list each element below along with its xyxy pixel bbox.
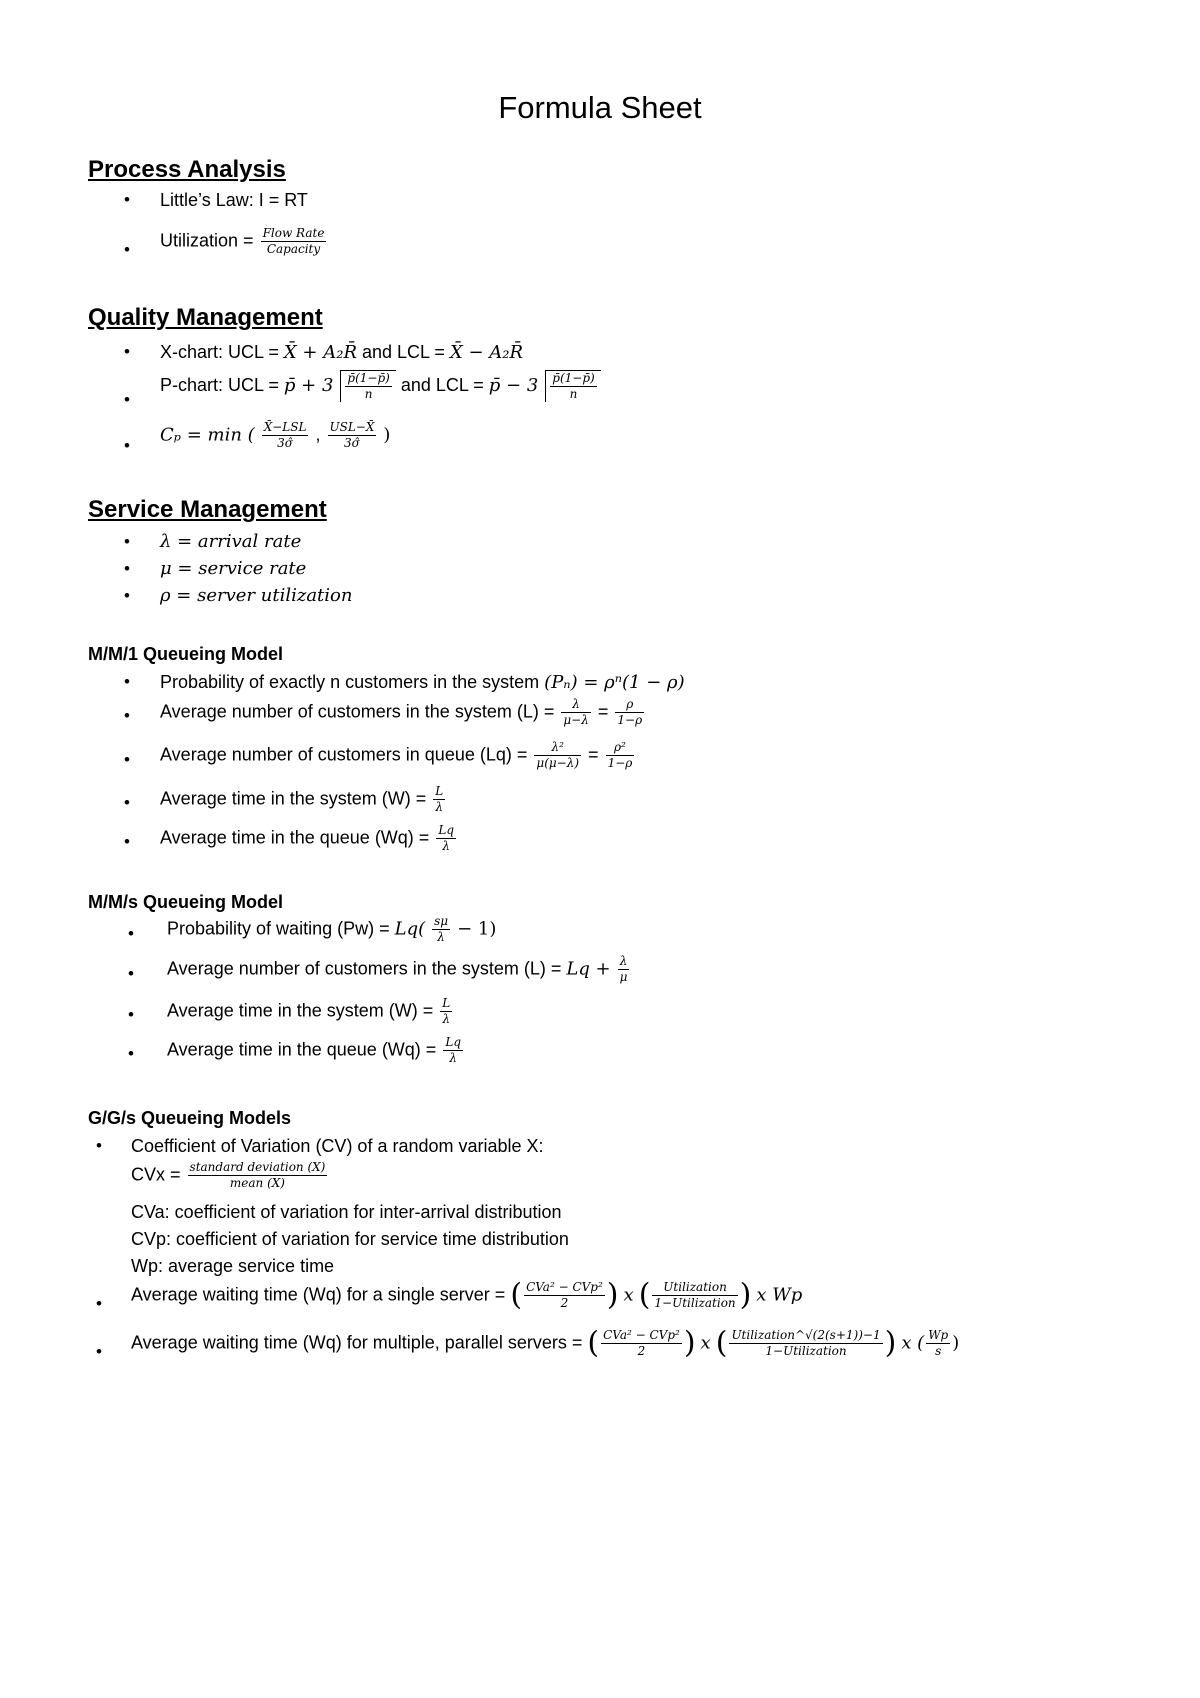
fraction-denominator: n xyxy=(569,387,578,401)
p-chart-label: P-chart: UCL = xyxy=(160,374,279,395)
fraction xyxy=(436,823,456,854)
fraction-numerator: X̄−LSL xyxy=(263,420,307,434)
single-server-tail: x Wp xyxy=(756,1284,803,1306)
bullet: • xyxy=(96,1294,102,1313)
mm1-lq-label: Average number of customers in queue (Lq) = xyxy=(160,744,528,765)
server-utilization: ρ = server utilization xyxy=(160,585,353,606)
fraction xyxy=(443,1035,463,1066)
mms-pw-label: Probability of waiting (Pw) = xyxy=(167,918,390,939)
mms-l-lead: Lq + xyxy=(566,958,611,980)
fraction-numerator: Lq xyxy=(438,823,454,837)
left-paren: ( xyxy=(715,1325,728,1361)
fraction-numerator: CVa² − CVp² xyxy=(603,1328,680,1342)
fraction-denominator: μ(μ−λ) xyxy=(536,756,580,770)
right-paren: ) xyxy=(884,1325,897,1361)
p-chart-formula xyxy=(160,370,601,402)
x-chart-lcl: X̄ − A₂R̄ xyxy=(449,342,524,363)
fraction-denominator: 3σ̂ xyxy=(277,436,293,450)
fraction-denominator: λ xyxy=(437,930,445,944)
left-paren: ( xyxy=(510,1277,523,1313)
bullet: • xyxy=(96,1342,102,1361)
mms-pw-lead: Lq( xyxy=(394,918,426,940)
littles-law: Little’s Law: I = RT xyxy=(160,190,308,210)
right-paren: ) xyxy=(606,1277,619,1313)
bullet: • xyxy=(124,559,130,578)
bullet: • xyxy=(128,1044,134,1063)
cp-fraction-lsl xyxy=(262,420,309,451)
times-x: x xyxy=(700,1332,711,1354)
fraction-numerator: CVa² − CVp² xyxy=(526,1280,603,1294)
fraction xyxy=(534,740,581,771)
mms-pw-formula xyxy=(167,914,496,945)
fraction xyxy=(618,954,630,985)
process-analysis-heading: Process Analysis xyxy=(88,156,286,183)
multi-server-label: Average waiting time (Wq) for multiple, parallel servers = xyxy=(131,1332,583,1353)
left-paren: ( xyxy=(638,1277,651,1313)
mms-pw-tail: − 1) xyxy=(457,918,497,940)
fraction-numerator: L xyxy=(435,784,444,798)
mm1-heading: M/M/1 Queueing Model xyxy=(88,644,284,664)
fraction xyxy=(652,1280,737,1311)
mm1-wq-formula xyxy=(160,823,458,854)
mms-heading: M/M/s Queueing Model xyxy=(88,892,284,912)
fraction xyxy=(926,1328,950,1359)
mm1-probability xyxy=(160,670,685,695)
fraction-numerator: λ² xyxy=(534,740,581,756)
mm1-lq-formula xyxy=(160,740,636,771)
fraction xyxy=(432,914,450,945)
bullet: • xyxy=(124,750,130,769)
fraction xyxy=(524,1280,605,1311)
sqrt-sign xyxy=(545,370,600,402)
mms-w-label: Average time in the system (W) = xyxy=(167,1000,434,1021)
left-paren: ( xyxy=(587,1325,600,1361)
fraction-denominator: 3σ̂ xyxy=(344,436,360,450)
equals-sign: = xyxy=(588,744,599,765)
mms-w-formula xyxy=(167,996,454,1027)
bullet: • xyxy=(124,793,130,812)
multi-server-times: x ( xyxy=(901,1332,925,1354)
fraction-numerator: sμ xyxy=(434,914,449,928)
ggs-heading: G/G/s Queueing Models xyxy=(88,1108,292,1128)
fraction-denominator: 1−Utilization xyxy=(654,1296,736,1310)
bullet: • xyxy=(124,240,130,259)
fraction-denominator: 1−ρ xyxy=(607,756,633,770)
mms-wq-formula xyxy=(167,1035,465,1066)
bullet: • xyxy=(124,532,130,551)
fraction-denominator: λ xyxy=(449,1051,457,1065)
utilization-label: Utilization = xyxy=(160,230,254,251)
cp-formula xyxy=(160,420,390,451)
mm1-wq-label: Average time in the queue (Wq) = xyxy=(160,827,430,848)
arrival-rate: λ = arrival rate xyxy=(160,531,302,552)
bullet: • xyxy=(124,390,130,409)
fraction xyxy=(729,1328,882,1359)
fraction-denominator: Capacity xyxy=(266,242,321,256)
fraction-denominator: λ xyxy=(435,800,444,814)
fraction-denominator: n xyxy=(364,387,373,401)
bullet: • xyxy=(124,190,130,209)
cvp-definition: CVp: coefficient of variation for service time distribution xyxy=(131,1229,569,1249)
fraction-denominator: μ xyxy=(619,970,628,984)
p-chart-fraction xyxy=(345,371,391,402)
p-chart-and: and LCL = xyxy=(400,374,484,395)
fraction-numerator: p̄(1−p̄) xyxy=(347,371,390,385)
sqrt-sign xyxy=(340,370,395,402)
bullet: • xyxy=(124,436,130,455)
fraction-numerator: Wp xyxy=(928,1328,949,1342)
x-chart-label: X-chart: UCL = xyxy=(160,342,279,362)
mm1-l-formula xyxy=(160,697,646,728)
fraction-denominator: λ xyxy=(442,839,450,853)
single-server-formula xyxy=(131,1277,803,1313)
fraction xyxy=(606,740,635,771)
fraction-denominator: λ xyxy=(442,1012,451,1026)
page-title: Formula Sheet xyxy=(498,90,702,125)
fraction-numerator: λ xyxy=(561,697,590,713)
wp-definition: Wp: average service time xyxy=(131,1256,335,1276)
bullet: • xyxy=(124,706,130,725)
mms-l-formula xyxy=(167,954,631,985)
service-management-heading: Service Management xyxy=(88,496,327,523)
fraction-numerator: Lq xyxy=(445,1035,461,1049)
fraction-numerator: p̄(1−p̄) xyxy=(552,371,595,385)
bullet: • xyxy=(96,1136,102,1155)
right-paren: ) xyxy=(683,1325,696,1361)
p-chart-fraction xyxy=(550,371,596,402)
fraction-denominator: 2 xyxy=(560,1296,569,1310)
cva-definition: CVa: coefficient of variation for inter-arrival distribution xyxy=(131,1202,562,1222)
fraction-numerator: standard deviation (X) xyxy=(189,1160,326,1174)
fraction xyxy=(615,697,644,728)
mm1-probability-formula: (Pₙ) = ρⁿ(1 − ρ) xyxy=(544,672,685,693)
p-chart-lcl-lead: p̄ − 3 xyxy=(488,374,539,396)
fraction-numerator: L xyxy=(442,996,451,1010)
fraction-numerator: ρ² xyxy=(606,740,635,756)
fraction-numerator: λ xyxy=(618,954,630,970)
bullet: • xyxy=(128,964,134,983)
fraction xyxy=(188,1160,328,1191)
fraction-denominator: 1−ρ xyxy=(617,713,643,727)
p-chart-ucl-lead: p̄ + 3 xyxy=(283,374,334,396)
cp-fraction-usl xyxy=(328,420,377,451)
right-paren: ) xyxy=(739,1277,752,1313)
single-server-label: Average waiting time (Wq) for a single server = xyxy=(131,1284,506,1305)
fraction xyxy=(433,784,445,815)
fraction-denominator: 2 xyxy=(637,1344,646,1358)
fraction-numerator: ρ xyxy=(615,697,644,713)
utilization-fraction xyxy=(261,226,327,257)
mms-wq-label: Average time in the queue (Wq) = xyxy=(167,1039,437,1060)
bullet: • xyxy=(128,1005,134,1024)
cp-close: ) xyxy=(383,424,391,446)
bullet: • xyxy=(128,924,134,943)
fraction-denominator: 1−Utilization xyxy=(765,1344,847,1358)
mm1-w-formula xyxy=(160,784,447,815)
mm1-l-label: Average number of customers in the system (L) = xyxy=(160,701,555,722)
quality-management-heading: Quality Management xyxy=(88,304,323,331)
fraction-numerator: USL−X̄ xyxy=(329,420,375,434)
fraction-denominator: s xyxy=(935,1344,942,1358)
multi-server-formula xyxy=(131,1325,960,1361)
cp-comma: , xyxy=(315,424,321,445)
fraction-numerator: Flow Rate xyxy=(262,226,325,240)
multi-server-close: ) xyxy=(952,1332,960,1354)
fraction xyxy=(440,996,452,1027)
fraction-denominator: μ−λ xyxy=(563,713,589,727)
utilization-formula xyxy=(160,226,328,257)
fraction-numerator: Utilization^√(2(s+1))−1 xyxy=(731,1328,881,1342)
mm1-probability-label: Probability of exactly n customers in the system xyxy=(160,672,540,692)
equals-sign: = xyxy=(597,701,609,722)
fraction-denominator: mean (X) xyxy=(229,1176,285,1190)
x-chart-ucl: X̄ + A₂R̄ xyxy=(283,342,357,363)
mm1-w-label: Average time in the system (W) = xyxy=(160,788,427,809)
x-chart-and: and LCL = xyxy=(362,342,445,362)
bullet: • xyxy=(124,586,130,605)
fraction xyxy=(601,1328,682,1359)
mms-l-label: Average number of customers in the system (L) = xyxy=(167,958,562,979)
bullet: • xyxy=(124,342,130,361)
fraction-numerator: Utilization xyxy=(652,1280,737,1296)
cvx-formula xyxy=(131,1160,329,1191)
x-chart-formula xyxy=(160,340,523,365)
bullet: • xyxy=(124,672,130,691)
bullet: • xyxy=(124,832,130,851)
cv-intro: Coefficient of Variation (CV) of a random variable X: xyxy=(131,1136,544,1156)
cp-lead: Cₚ = min ( xyxy=(160,424,255,446)
cvx-label: CVx = xyxy=(131,1164,181,1185)
times-x: x xyxy=(623,1284,634,1306)
service-rate: μ = service rate xyxy=(160,558,307,579)
fraction xyxy=(561,697,590,728)
